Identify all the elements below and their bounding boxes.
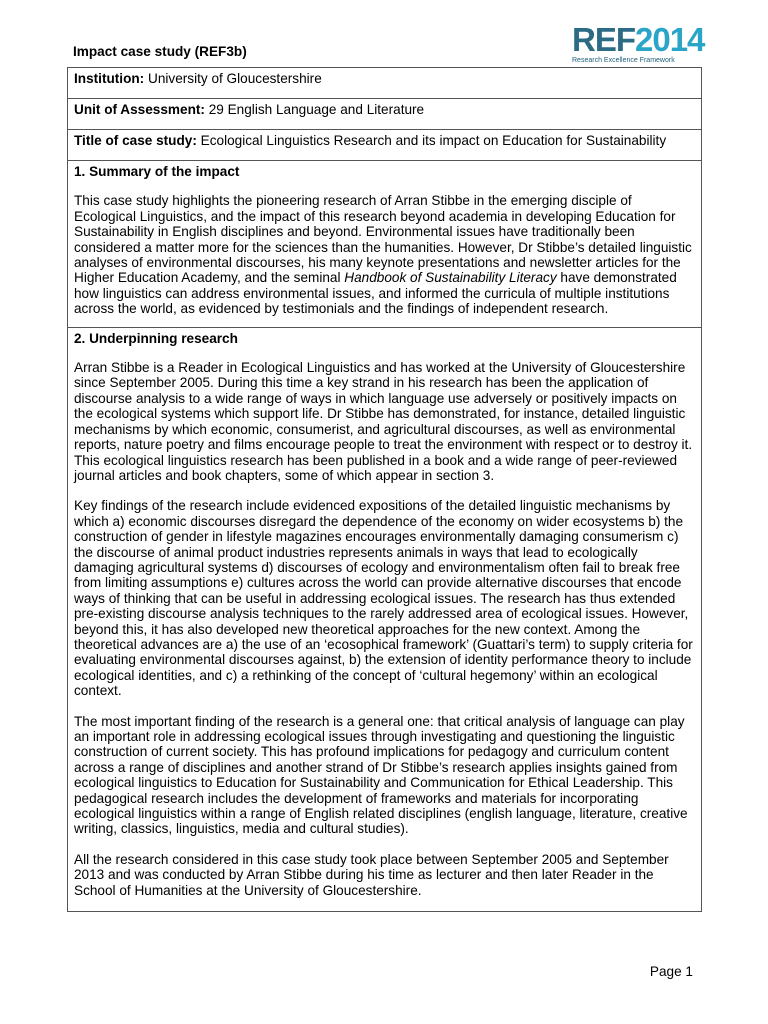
summary-text-after: have demonstrated how linguistics can address environmental issues, and informed the curricula of multiple institutions across the world, as evidenced by testimonials and the findings of independent research. [74, 270, 677, 317]
research-heading: 2. Underpinning research [74, 330, 238, 346]
case-title-value: Ecological Linguistics Research and its impact on Education for Sustainability [200, 133, 667, 148]
summary-text-before: This case study highlights the pioneering research of Arran Stibbe in the emerging disciple of Ecological Linguistics, and the impact of this research beyond academia in developing Education for Sustainability in English disciplines and beyond. Environmental issues have traditionally been considered a matter more for the sciences than the humanities. However, Dr Stibbe’s detailed linguistic analyses of environmental discourses, his many keynote presentations and newsletter articles for the Higher Education Academy, and the seminal [74, 193, 692, 286]
unit-of-assessment-row [68, 99, 702, 130]
unit-value: 29 English Language and Literature [208, 102, 425, 117]
research-row [68, 327, 702, 911]
case-title-cell [68, 130, 702, 161]
research-paragraph: Arran Stibbe is a Reader in Ecological Linguistics and has worked at the University of Gloucestershire since September 2005. During this time a key strand in his research has been the application of discourse analysis to a wide range of ways in which language use adversely or positively impacts on the ecological systems which support life. Dr Stibbe has demonstrated, for instance, detailed linguistic mechanisms by which economic, consumerist, and agricultural discourses, as well as environmental reports, nature poetry and films encourage people to treat the environment with respect or to destroy it. This ecological linguistics research has been published in a book and a wide range of peer-reviewed journal articles and book chapters, some of which appear in section 3. [74, 360, 693, 483]
research-cell [68, 327, 702, 911]
institution-row [68, 68, 702, 99]
case-title-row [68, 130, 702, 161]
document-header-title: Impact case study (REF3b) [73, 44, 247, 59]
research-paragraph: All the research considered in this case study took place between September 2005 and September 2013 and was conducted by Arran Stibbe during his time as lecturer and then later Reader in the School of Humanities at the University of Gloucestershire. [74, 851, 669, 898]
case-study-table [67, 67, 702, 912]
summary-handbook-title: Handbook of Sustainability Literacy [344, 270, 557, 286]
logo-year-text: 2014 [635, 21, 705, 58]
summary-row [68, 161, 702, 328]
unit-cell [68, 99, 702, 130]
institution-cell [68, 68, 702, 99]
unit-label: Unit of Assessment: [74, 102, 205, 117]
summary-paragraph [74, 193, 696, 316]
logo-wordmark [572, 21, 705, 58]
case-title-label: Title of case study: [74, 133, 197, 148]
page-number: Page 1 [649, 964, 693, 979]
institution-value: University of Gloucestershire [148, 71, 322, 86]
research-paragraph: The most important finding of the research is a general one: that critical analysis of language can play an important role in addressing ecological issues through investigating and questioning the linguistic construction of current society. This has profound implications for pedagogy and curriculum content across a range of disciplines and another strand of Dr Stibbe’s research applies insights gained from ecological linguistics to Education for Sustainability and Communication for Ethical Leadership. This pedagogical research includes the development of frameworks and materials for incorporating ecological linguistics within a range of English related disciplines (english language, literature, creative writing, classics, linguistics, media and cultural studies). [74, 713, 688, 837]
logo-subtitle: Research Excellence Framework [572, 57, 675, 64]
summary-cell [68, 161, 702, 328]
summary-heading: 1. Summary of the impact [74, 164, 240, 179]
research-paragraph: Key findings of the research include evidenced expositions of the detailed linguistic mechanisms by which a) economic discourses disregard the dependence of the economy on wider ecosystems b) the construction of gender in lifestyle magazines encourages environmentally damaging consumerism c) the discourse of animal product industries represents animals in ways that lead to ecologically damaging agricultural systems d) discourses of ecology and environmentalism often fail to break free from limiting assumptions e) cultures across the world can provide alternative discourses that encode ways of thinking that can be useful in addressing ecological issues. The research has thus extended pre-existing discourse analysis techniques to the rarely addressed area of ecological issues. However, beyond this, it has also developed new theoretical approaches for the new context. Among the theoretical advances are a) the use of an ‘ecosophical framework’ (Guattari’s term) to supply criteria for evaluating environmental discourses against, b) the extension of identity performance theory to include ecological identities, and c) a rethinking of the concept of ‘cultural hegemony’ within an ecological context. [74, 498, 693, 699]
logo-ref-text: REF [572, 21, 635, 58]
ref2014-logo [572, 21, 705, 70]
institution-label: Institution: [74, 71, 145, 86]
